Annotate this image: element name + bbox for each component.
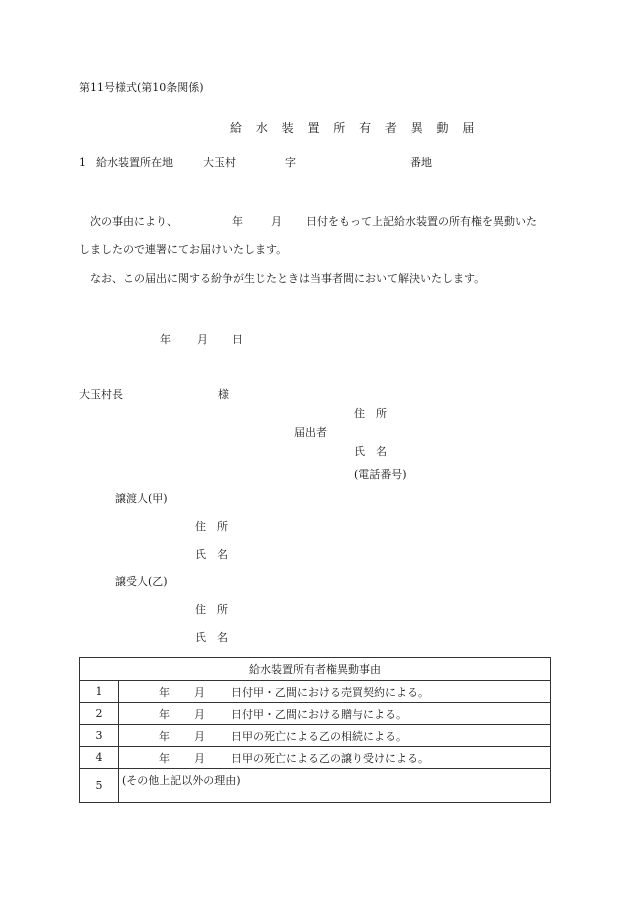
body-line2: しましたので連署にてお届けいたします。 [79,243,288,256]
table-row [80,747,551,769]
row-number: 4 [80,747,119,769]
transferor-address-label: 住 所 [195,520,228,533]
item1-number: 1 [79,156,86,169]
row-text: 日甲の死亡による乙の相続による。 [231,729,407,743]
row-month: 月 [194,707,205,721]
item1-label: 給水装置所在地 [96,156,173,169]
date-day: 日 [232,333,243,346]
row-text: (その他上記以外の理由) [122,774,241,787]
row-year: 年 [159,729,170,743]
body-line1-start: 次の事由により、 [90,215,178,228]
row-year: 年 [159,685,170,699]
row-text-cell [119,703,551,725]
date-year: 年 [160,333,171,346]
row-number: 1 [80,681,119,703]
row-text: 日付甲・乙間における売買契約による。 [231,685,429,699]
transferee-address-label: 住 所 [195,603,228,616]
row-month: 月 [194,729,205,743]
table-row [80,769,551,803]
row-month: 月 [194,751,205,765]
table-row [80,703,551,725]
transferor-name-label: 氏 名 [195,548,228,561]
table-row [80,725,551,747]
body-month: 月 [271,215,282,228]
item1-banchi: 番地 [410,156,432,169]
row-month: 月 [194,685,205,699]
addressee-name: 大玉村長 [79,388,123,401]
row-text: 日甲の死亡による乙の譲り受けによる。 [231,751,429,765]
addressee-honorific: 様 [218,388,229,401]
row-text-cell [119,769,551,803]
row-year: 年 [159,751,170,765]
table-row [80,681,551,703]
body-year: 年 [232,215,243,228]
notifier-name-label: 氏 名 [354,445,387,458]
row-year: 年 [159,707,170,721]
item1-village: 大玉村 [203,156,236,169]
date-month: 月 [197,333,208,346]
row-text-cell [119,725,551,747]
row-text-cell [119,747,551,769]
transferor-label: 譲渡人(甲) [115,492,168,505]
body-line1-end: 日付をもって上記給水装置の所有権を異動いた [306,215,537,228]
row-number: 3 [80,725,119,747]
reasons-table [79,657,551,803]
form-number: 第11号様式(第10条関係) [79,81,204,94]
transferee-label: 譲受人(乙) [115,575,168,588]
row-number: 2 [80,703,119,725]
notifier-label: 届出者 [294,426,327,439]
row-text-cell [119,681,551,703]
reasons-table-header: 給水装置所有者権異動事由 [80,658,551,681]
notifier-address-label: 住 所 [354,407,387,420]
row-text: 日付甲・乙間における贈与による。 [231,707,407,721]
row-number: 5 [80,769,119,803]
transferee-name-label: 氏 名 [195,631,228,644]
notifier-phone-label: (電話番号) [354,468,407,481]
item1-aza: 字 [285,156,296,169]
page-title: 給 水 装 置 所 有 者 異 動 届 [230,121,480,135]
body-line3: なお、この届出に関する紛争が生じたときは当事者間において解決いたします。 [90,272,486,285]
